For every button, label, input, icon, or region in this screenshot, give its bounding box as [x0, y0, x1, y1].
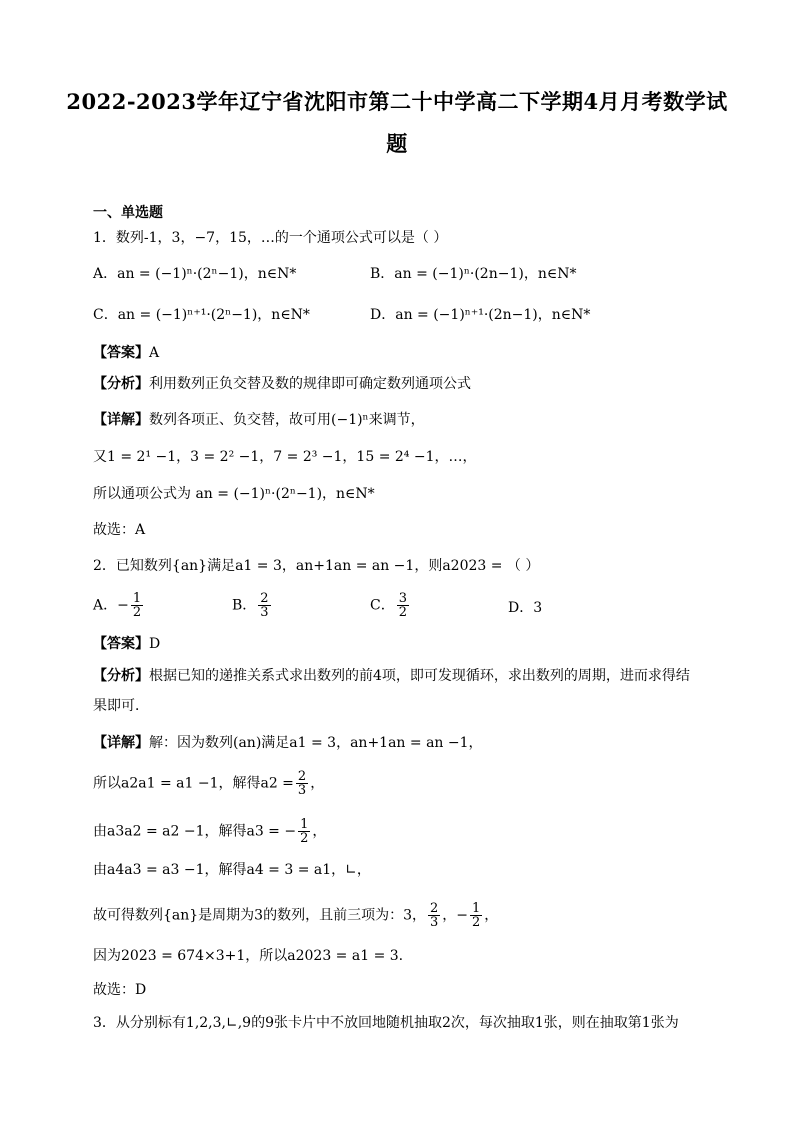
- q2-detail-line6: 因为2023 = 674×3+1，所以a2023 = a1 = 3.: [93, 948, 404, 964]
- answer-tag: 【答案】: [93, 345, 149, 361]
- detail-text: 解：因为数列(an)满足a1 = 3，an+1an = an −1，: [149, 735, 483, 751]
- q2-detail-line3: [93, 818, 326, 845]
- q2-analysis-line2: 果即可．: [93, 698, 149, 714]
- document-title-continued: 题: [386, 131, 408, 156]
- fraction: [258, 592, 270, 619]
- fraction: [397, 592, 409, 619]
- detail-text: 数列各项正、负交替，故可用(−1)ⁿ来调节，: [149, 412, 425, 428]
- analysis-text: 根据已知的递推关系式求出数列的前4项，即可发现循环，求出数列的周期，进而求得结: [149, 668, 690, 684]
- answer-value: D: [149, 636, 161, 652]
- answer-value: A: [149, 345, 160, 361]
- numerator: 2: [260, 591, 269, 606]
- q1-detail-line2: 又1 = 2¹ −1，3 = 2² −1，7 = 2³ −1，15 = 2⁴ −1，…，: [93, 449, 477, 465]
- q2-option-b: [232, 592, 273, 619]
- detail-text: 所以a2a1 = a1 −1，解得a2 =: [93, 775, 294, 792]
- q1-option-c: C．an = (−1)ⁿ⁺¹·(2ⁿ−1)，n∈N*: [93, 307, 310, 323]
- analysis-text: 利用数列正负交替及数的规律即可确定数列通项公式: [149, 376, 471, 392]
- section-heading: 一、单选题: [93, 205, 163, 221]
- detail-text: 由a3a2 = a2 −1，解得a3 = −: [93, 823, 297, 840]
- numerator: 3: [398, 591, 407, 606]
- q3-stem: 3．从分别标有1,2,3,∟,9的9张卡片中不放回地随机抽取2次，每次抽取1张，则在抽取第1张为: [93, 1015, 679, 1031]
- detail-text: ，: [484, 907, 499, 924]
- fraction: [470, 902, 482, 929]
- q1-option-d: D．an = (−1)ⁿ⁺¹·(2n−1)，n∈N*: [370, 307, 591, 323]
- option-label: A．−: [93, 597, 129, 614]
- q1-option-a: A．an = (−1)ⁿ·(2ⁿ−1)，n∈N*: [93, 266, 297, 282]
- document-title: 2022-2023学年辽宁省沈阳市第二十中学高二下学期4月月考数学试: [66, 89, 728, 114]
- denominator: 2: [398, 605, 407, 620]
- numerator: 1: [300, 817, 309, 832]
- answer-tag: 【答案】: [93, 636, 149, 652]
- q1-stem: 1．数列-1，3，−7，15，…的一个通项公式可以是（ ）: [93, 230, 448, 246]
- q2-detail: [93, 733, 483, 753]
- q2-analysis: [93, 666, 690, 686]
- q2-detail-line5: [93, 902, 498, 929]
- fraction: [131, 592, 143, 619]
- analysis-tag: 【分析】: [93, 668, 149, 684]
- denominator: 3: [260, 605, 269, 620]
- denominator: 2: [472, 915, 481, 930]
- q2-answer: [93, 634, 160, 654]
- q1-option-b: B．an = (−1)ⁿ·(2n−1)，n∈N*: [370, 266, 577, 282]
- option-label: C．: [370, 597, 395, 614]
- detail-tag: 【详解】: [93, 412, 149, 428]
- denominator: 3: [430, 915, 439, 930]
- q2-option-c: [370, 592, 411, 619]
- option-label: B．: [232, 597, 257, 614]
- q2-option-a: [93, 592, 145, 619]
- q2-conclusion: 故选：D: [93, 982, 147, 998]
- q1-conclusion: 故选：A: [93, 522, 146, 538]
- fraction: [296, 770, 308, 797]
- detail-tag: 【详解】: [93, 735, 149, 751]
- q1-detail-line3: 所以通项公式为 an = (−1)ⁿ·(2ⁿ−1)，n∈N*: [93, 486, 375, 502]
- fraction: [428, 902, 440, 929]
- q2-option-d: D．3: [508, 600, 543, 616]
- q1-analysis: [93, 374, 471, 394]
- q2-detail-line4: 由a4a3 = a3 −1，解得a4 = 3 = a1，∟，: [93, 862, 371, 878]
- fraction: [298, 818, 310, 845]
- detail-text: 故可得数列{an}是周期为3的数列，且前三项为：3，: [93, 907, 426, 924]
- numerator: 1: [132, 591, 142, 606]
- detail-text: ，: [312, 823, 327, 840]
- denominator: 3: [297, 783, 307, 798]
- detail-text: ，−: [442, 907, 469, 924]
- q2-detail-line2: [93, 770, 324, 797]
- denominator: 2: [300, 831, 309, 846]
- q1-answer: [93, 343, 159, 363]
- numerator: 2: [430, 901, 439, 916]
- q1-detail: [93, 410, 425, 430]
- detail-text: ，: [310, 775, 325, 792]
- denominator: 2: [132, 605, 142, 620]
- numerator: 1: [472, 901, 481, 916]
- analysis-tag: 【分析】: [93, 376, 149, 392]
- numerator: 2: [297, 769, 307, 784]
- q2-stem: 2．已知数列{an}满足a1 = 3，an+1an = an −1，则a2023 = （ ）: [93, 558, 540, 574]
